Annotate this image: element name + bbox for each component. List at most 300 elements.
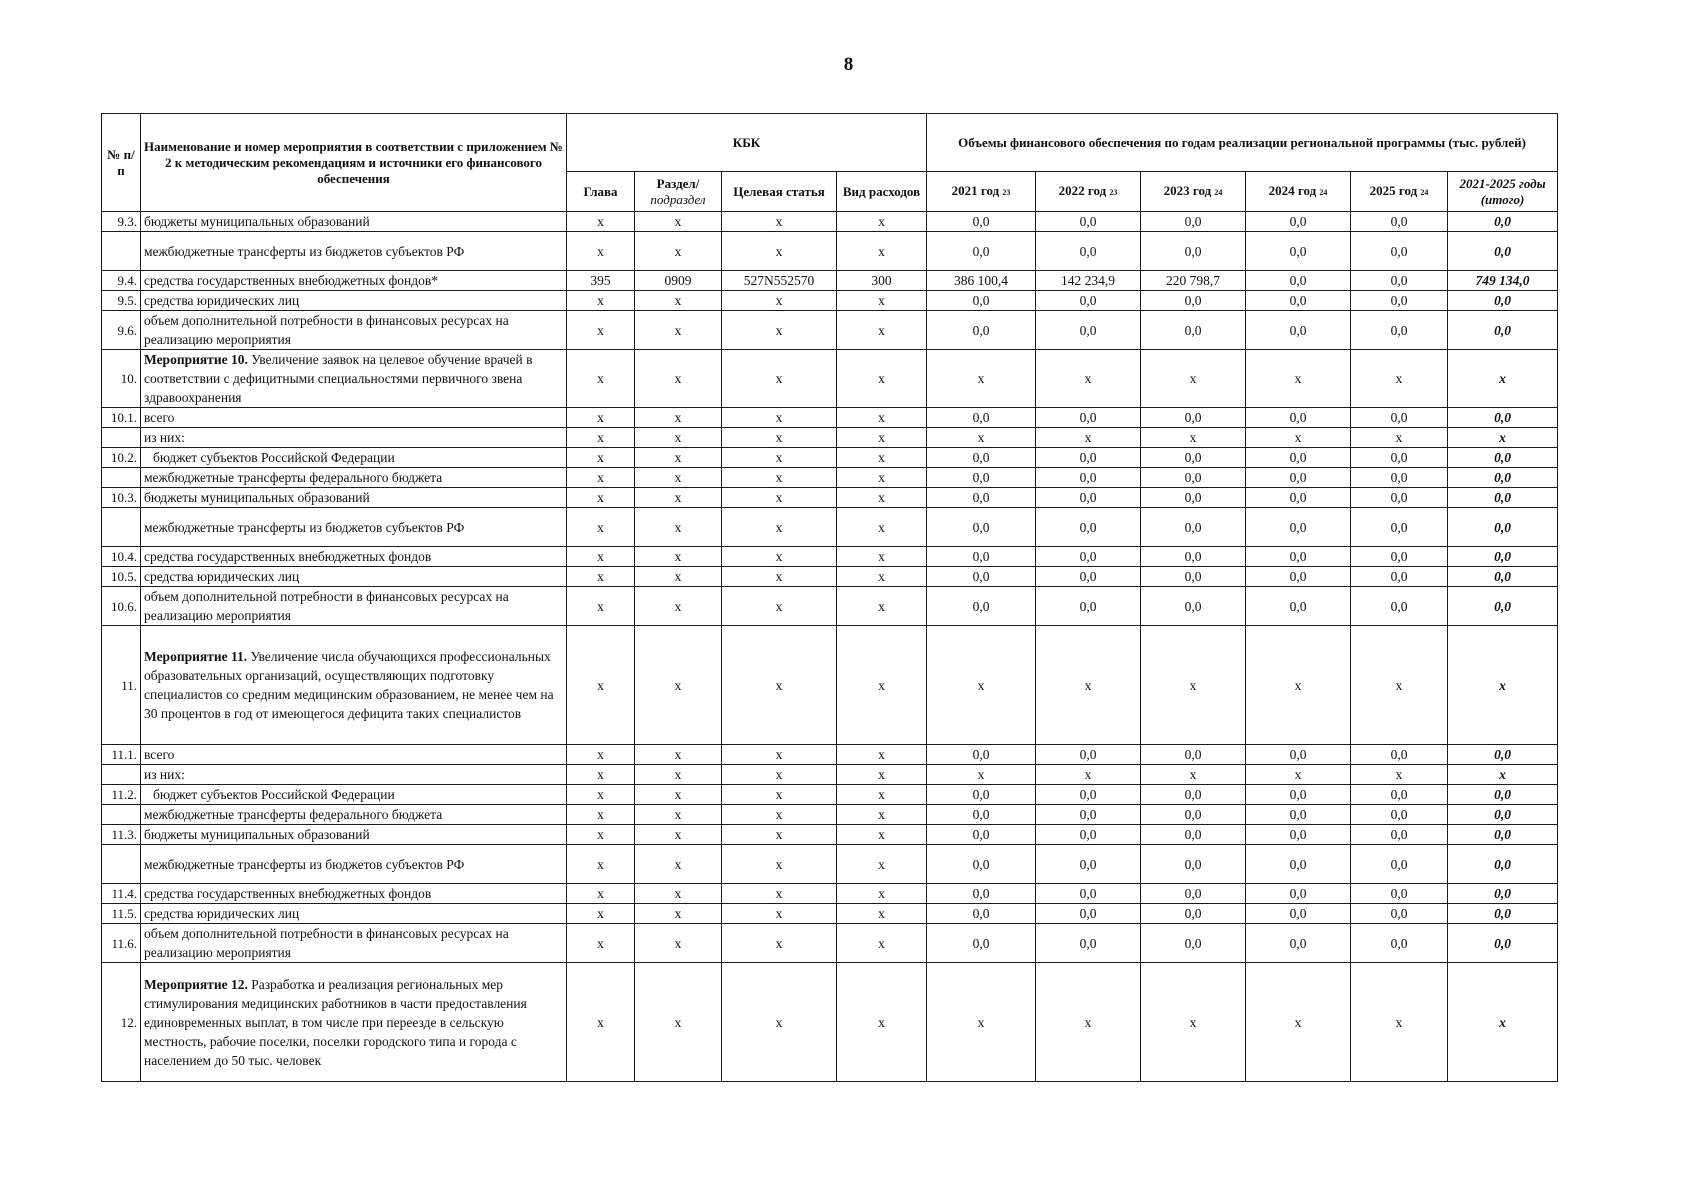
amount-cell: 0,0 [927, 311, 1036, 350]
amount-cell: 0,0 [1246, 547, 1351, 567]
amount-cell: 0,0 [1351, 232, 1448, 271]
amount-cell: 0,0 [1246, 448, 1351, 468]
amount-cell: 0,0 [927, 212, 1036, 232]
kbk-cell: x [837, 428, 927, 448]
kbk-cell: x [635, 488, 722, 508]
kbk-cell: x [635, 468, 722, 488]
amount-cell: 0,0 [1036, 448, 1141, 468]
amount-cell: 0,0 [1036, 488, 1141, 508]
amount-cell: 0,0 [1246, 745, 1351, 765]
row-number: 9.5. [102, 291, 141, 311]
kbk-cell: x [722, 212, 837, 232]
row-name: объем дополнительной потребности в финансовых ресурсах на реализацию мероприятия [141, 311, 567, 350]
amount-cell: 0,0 [1351, 311, 1448, 350]
kbk-cell: x [567, 408, 635, 428]
row-name: средства юридических лиц [141, 567, 567, 587]
amount-cell: 0,0 [1351, 408, 1448, 428]
amount-cell: x [1246, 428, 1351, 448]
amount-cell: x [1036, 350, 1141, 408]
amount-cell: 0,0 [1246, 904, 1351, 924]
kbk-cell: x [567, 805, 635, 825]
kbk-cell: x [837, 805, 927, 825]
row-name: средства юридических лиц [141, 904, 567, 924]
kbk-cell: x [722, 547, 837, 567]
row-number [102, 232, 141, 271]
amount-cell: 0,0 [1036, 904, 1141, 924]
amount-cell: 0,0 [1141, 845, 1246, 884]
amount-cell: 0,0 [1246, 212, 1351, 232]
kbk-cell: x [635, 547, 722, 567]
amount-cell: x [1036, 963, 1141, 1082]
table-row [102, 845, 1558, 884]
amount-cell: 0,0 [927, 567, 1036, 587]
total-cell: 0,0 [1448, 845, 1558, 884]
year-footnote: 24 [1214, 187, 1223, 197]
kbk-cell: x [837, 488, 927, 508]
amount-cell: x [1351, 765, 1448, 785]
amount-cell: 0,0 [1246, 232, 1351, 271]
kbk-cell: x [635, 884, 722, 904]
kbk-cell: x [837, 626, 927, 745]
kbk-cell: x [635, 508, 722, 547]
kbk-cell: x [722, 785, 837, 805]
table-row [102, 547, 1558, 567]
total-cell: 0,0 [1448, 408, 1558, 428]
amount-cell: 0,0 [1351, 924, 1448, 963]
year-label: 2021 год [951, 182, 1000, 198]
amount-cell: 0,0 [1036, 567, 1141, 587]
amount-cell: 0,0 [1246, 488, 1351, 508]
amount-cell: 0,0 [1036, 805, 1141, 825]
amount-cell: 0,0 [1351, 271, 1448, 291]
amount-cell: 0,0 [1036, 587, 1141, 626]
kbk-cell: x [567, 924, 635, 963]
amount-cell: 0,0 [1141, 904, 1246, 924]
total-cell: x [1448, 765, 1558, 785]
amount-cell: 0,0 [1246, 311, 1351, 350]
header-name: Наименование и номер мероприятия в соответствии с приложением № 2 к методическим рекомендациям и источники его финансового обеспечения [141, 114, 567, 212]
amount-cell: 0,0 [1141, 785, 1246, 805]
measure-title: Мероприятие 11. [144, 649, 248, 664]
amount-cell: 0,0 [1246, 785, 1351, 805]
kbk-cell: x [837, 963, 927, 1082]
row-number [102, 845, 141, 884]
amount-cell: 0,0 [927, 488, 1036, 508]
kbk-cell: x [567, 448, 635, 468]
total-cell: x [1448, 350, 1558, 408]
table-row [102, 488, 1558, 508]
kbk-cell: x [567, 884, 635, 904]
table-row [102, 428, 1558, 448]
amount-cell: 0,0 [1246, 567, 1351, 587]
kbk-cell: x [567, 311, 635, 350]
amount-cell: 0,0 [1351, 468, 1448, 488]
kbk-cell: x [722, 291, 837, 311]
kbk-cell: x [722, 884, 837, 904]
amount-cell: 0,0 [1351, 587, 1448, 626]
kbk-cell: x [567, 626, 635, 745]
kbk-cell: x [837, 567, 927, 587]
amount-cell: 0,0 [1141, 408, 1246, 428]
row-name: всего [141, 745, 567, 765]
total-cell: 0,0 [1448, 468, 1558, 488]
row-name: из них: [141, 765, 567, 785]
kbk-cell: x [722, 825, 837, 845]
amount-cell: 0,0 [1141, 212, 1246, 232]
kbk-cell: x [567, 291, 635, 311]
kbk-cell: x [722, 408, 837, 428]
amount-cell: 0,0 [1036, 825, 1141, 845]
total-cell: 0,0 [1448, 745, 1558, 765]
row-number [102, 428, 141, 448]
row-number: 11. [102, 626, 141, 745]
kbk-cell: x [722, 904, 837, 924]
kbk-cell: x [635, 825, 722, 845]
amount-cell: x [927, 626, 1036, 745]
kbk-cell: x [722, 508, 837, 547]
amount-cell: x [1141, 963, 1246, 1082]
kbk-cell: x [722, 745, 837, 765]
year-footnote: 23 [1109, 187, 1118, 197]
measure-description: Разработка и реализация региональных мер стимулирования медицинских работников в части предоставления единовременных выплат, в том числе при переезде в сельскую местность, рабочие поселки, поселки городского типа и города с населением до 50 тыс. человек [144, 976, 527, 1068]
header-razdel-label: Раздел/ подраздел [650, 175, 706, 207]
total-cell: 0,0 [1448, 567, 1558, 587]
header-kbk: КБК [567, 114, 927, 172]
header-year-2025 [1351, 172, 1448, 212]
amount-cell: 0,0 [1246, 825, 1351, 845]
amount-cell: 0,0 [927, 904, 1036, 924]
kbk-cell: x [837, 587, 927, 626]
row-number: 10. [102, 350, 141, 408]
kbk-cell: x [635, 428, 722, 448]
header-year-2023 [1141, 172, 1246, 212]
amount-cell: 0,0 [927, 825, 1036, 845]
amount-cell: 0,0 [927, 884, 1036, 904]
amount-cell: 0,0 [1246, 508, 1351, 547]
total-cell: 0,0 [1448, 805, 1558, 825]
row-number: 10.2. [102, 448, 141, 468]
total-cell: 0,0 [1448, 291, 1558, 311]
amount-cell: 0,0 [1036, 508, 1141, 547]
kbk-cell: x [635, 587, 722, 626]
row-name: бюджеты муниципальных образований [141, 212, 567, 232]
row-name: межбюджетные трансферты из бюджетов субъектов РФ [141, 845, 567, 884]
total-cell: 0,0 [1448, 488, 1558, 508]
kbk-cell: x [837, 291, 927, 311]
amount-cell: x [927, 350, 1036, 408]
amount-cell: 0,0 [927, 805, 1036, 825]
amount-cell: 0,0 [927, 448, 1036, 468]
kbk-cell: x [722, 232, 837, 271]
year-footnote: 24 [1420, 187, 1429, 197]
amount-cell: 0,0 [1036, 212, 1141, 232]
amount-cell: x [1351, 963, 1448, 1082]
amount-cell: x [1351, 428, 1448, 448]
row-number: 10.1. [102, 408, 141, 428]
kbk-cell: x [635, 845, 722, 884]
total-cell: 0,0 [1448, 212, 1558, 232]
year-label: 2024 год [1268, 182, 1317, 198]
table-row [102, 508, 1558, 547]
kbk-cell: x [567, 745, 635, 765]
table-row [102, 212, 1558, 232]
amount-cell: 0,0 [1141, 468, 1246, 488]
amount-cell: 0,0 [1351, 508, 1448, 547]
amount-cell: 0,0 [1351, 785, 1448, 805]
kbk-cell: x [837, 884, 927, 904]
total-cell: 0,0 [1448, 448, 1558, 468]
amount-cell: 0,0 [1351, 212, 1448, 232]
table-row [102, 805, 1558, 825]
amount-cell: 0,0 [927, 468, 1036, 488]
year-label: 2023 год [1163, 182, 1212, 198]
total-cell: 0,0 [1448, 924, 1558, 963]
total-cell: 0,0 [1448, 311, 1558, 350]
header-volumes: Объемы финансового обеспечения по годам реализации региональной программы (тыс. рублей) [927, 114, 1558, 172]
amount-cell: 0,0 [1351, 547, 1448, 567]
amount-cell: 0,0 [927, 785, 1036, 805]
kbk-cell: x [635, 626, 722, 745]
amount-cell: 0,0 [1141, 745, 1246, 765]
amount-cell: 0,0 [1351, 884, 1448, 904]
amount-cell: 0,0 [1351, 825, 1448, 845]
row-name [141, 350, 567, 408]
measure-description: Увеличение заявок на целевое обучение врачей в соответствии с дефицитными специальностями первичного звена здравоохранения [144, 352, 533, 405]
amount-cell: 220 798,7 [1141, 271, 1246, 291]
row-name: бюджет субъектов Российской Федерации [141, 448, 567, 468]
kbk-cell: x [837, 408, 927, 428]
row-number: 10.4. [102, 547, 141, 567]
total-cell: 0,0 [1448, 825, 1558, 845]
kbk-cell: 300 [837, 271, 927, 291]
table-row [102, 468, 1558, 488]
amount-cell: 0,0 [1141, 884, 1246, 904]
kbk-cell: x [837, 765, 927, 785]
total-cell: 0,0 [1448, 587, 1558, 626]
page-number: 8 [843, 54, 854, 75]
kbk-cell: x [837, 904, 927, 924]
amount-cell: 0,0 [1141, 547, 1246, 567]
amount-cell: x [927, 765, 1036, 785]
table-row [102, 963, 1558, 1082]
amount-cell: x [1036, 626, 1141, 745]
row-number: 11.4. [102, 884, 141, 904]
row-name: бюджеты муниципальных образований [141, 488, 567, 508]
amount-cell: 0,0 [1351, 904, 1448, 924]
amount-cell: x [1246, 963, 1351, 1082]
amount-cell: 0,0 [927, 508, 1036, 547]
amount-cell: x [1141, 350, 1246, 408]
row-name: межбюджетные трансферты из бюджетов субъектов РФ [141, 232, 567, 271]
amount-cell: x [927, 963, 1036, 1082]
kbk-cell: x [635, 311, 722, 350]
amount-cell: x [1141, 428, 1246, 448]
table-row [102, 765, 1558, 785]
row-name: объем дополнительной потребности в финансовых ресурсах на реализацию мероприятия [141, 587, 567, 626]
table-row [102, 587, 1558, 626]
row-name [141, 626, 567, 745]
amount-cell: 0,0 [1141, 232, 1246, 271]
total-cell: 0,0 [1448, 547, 1558, 567]
row-number: 11.2. [102, 785, 141, 805]
kbk-cell: x [837, 845, 927, 884]
header-razdel [635, 172, 722, 212]
kbk-cell: x [567, 785, 635, 805]
amount-cell: 0,0 [1141, 567, 1246, 587]
amount-cell: x [1246, 350, 1351, 408]
amount-cell: 0,0 [1036, 468, 1141, 488]
amount-cell: x [927, 428, 1036, 448]
kbk-cell: x [635, 567, 722, 587]
amount-cell: x [1351, 350, 1448, 408]
row-number [102, 805, 141, 825]
amount-cell: 0,0 [927, 745, 1036, 765]
amount-cell: 386 100,4 [927, 271, 1036, 291]
year-label: 2025 год [1369, 182, 1418, 198]
row-number: 11.1. [102, 745, 141, 765]
row-name: средства государственных внебюджетных фондов [141, 884, 567, 904]
total-cell: x [1448, 428, 1558, 448]
table-row [102, 785, 1558, 805]
table-row [102, 350, 1558, 408]
header-year-2021 [927, 172, 1036, 212]
kbk-cell: x [567, 212, 635, 232]
amount-cell: 0,0 [1141, 448, 1246, 468]
kbk-cell: x [722, 924, 837, 963]
amount-cell: 0,0 [1351, 448, 1448, 468]
amount-cell: 0,0 [1351, 567, 1448, 587]
table-row [102, 884, 1558, 904]
row-name: межбюджетные трансферты федерального бюджета [141, 468, 567, 488]
financing-table [101, 113, 1558, 1082]
amount-cell: 0,0 [1351, 845, 1448, 884]
kbk-cell: 395 [567, 271, 635, 291]
table-body [102, 212, 1558, 1082]
row-number: 9.6. [102, 311, 141, 350]
table-row [102, 271, 1558, 291]
kbk-cell: x [635, 212, 722, 232]
table-row [102, 745, 1558, 765]
total-cell: 0,0 [1448, 508, 1558, 547]
amount-cell: 142 234,9 [1036, 271, 1141, 291]
row-name: бюджеты муниципальных образований [141, 825, 567, 845]
kbk-cell: x [567, 845, 635, 884]
table-row [102, 825, 1558, 845]
kbk-cell: x [837, 232, 927, 271]
kbk-cell: x [567, 587, 635, 626]
kbk-cell: x [635, 924, 722, 963]
row-number: 10.6. [102, 587, 141, 626]
kbk-cell: x [837, 448, 927, 468]
amount-cell: 0,0 [927, 291, 1036, 311]
table-row [102, 291, 1558, 311]
table-row [102, 408, 1558, 428]
amount-cell: 0,0 [1141, 587, 1246, 626]
total-cell: 0,0 [1448, 232, 1558, 271]
kbk-cell: x [635, 232, 722, 271]
header-year-2022 [1036, 172, 1141, 212]
table-row [102, 232, 1558, 271]
kbk-cell: x [837, 785, 927, 805]
row-name: межбюджетные трансферты из бюджетов субъектов РФ [141, 508, 567, 547]
amount-cell: 0,0 [1141, 924, 1246, 963]
kbk-cell: 0909 [635, 271, 722, 291]
year-footnote: 24 [1319, 187, 1328, 197]
row-name [141, 963, 567, 1082]
amount-cell: 0,0 [1141, 311, 1246, 350]
amount-cell: x [1246, 765, 1351, 785]
header-glava: Глава [567, 172, 635, 212]
amount-cell: 0,0 [1036, 884, 1141, 904]
measure-description: Увеличение числа обучающихся профессиональных образовательных организаций, осуществляющих подготовку специалистов со средним медицинским образованием, не менее чем на 30 процентов в год от имеющегося дефицита таких специалистов [144, 649, 554, 721]
kbk-cell: x [722, 626, 837, 745]
amount-cell: 0,0 [1351, 805, 1448, 825]
amount-cell: 0,0 [1246, 271, 1351, 291]
row-number: 9.3. [102, 212, 141, 232]
amount-cell: 0,0 [1036, 924, 1141, 963]
amount-cell: 0,0 [927, 547, 1036, 567]
amount-cell: 0,0 [1351, 745, 1448, 765]
amount-cell: 0,0 [1141, 508, 1246, 547]
row-name: средства государственных внебюджетных фондов [141, 547, 567, 567]
kbk-cell: x [635, 785, 722, 805]
amount-cell: 0,0 [1141, 805, 1246, 825]
amount-cell: 0,0 [927, 587, 1036, 626]
measure-title: Мероприятие 12. [144, 976, 248, 992]
kbk-cell: x [722, 845, 837, 884]
amount-cell: 0,0 [1036, 845, 1141, 884]
amount-cell: 0,0 [927, 845, 1036, 884]
amount-cell: 0,0 [1141, 291, 1246, 311]
amount-cell: x [1036, 765, 1141, 785]
row-name: межбюджетные трансферты федерального бюджета [141, 805, 567, 825]
table-row [102, 567, 1558, 587]
kbk-cell: x [722, 448, 837, 468]
amount-cell: 0,0 [1036, 745, 1141, 765]
amount-cell: 0,0 [1141, 825, 1246, 845]
kbk-cell: x [567, 232, 635, 271]
kbk-cell: x [722, 765, 837, 785]
amount-cell: 0,0 [1246, 408, 1351, 428]
amount-cell: 0,0 [1141, 488, 1246, 508]
kbk-cell: x [567, 428, 635, 448]
total-cell: 0,0 [1448, 904, 1558, 924]
kbk-cell: x [567, 567, 635, 587]
kbk-cell: x [722, 311, 837, 350]
kbk-cell: x [722, 350, 837, 408]
kbk-cell: x [635, 350, 722, 408]
kbk-cell: x [722, 488, 837, 508]
kbk-cell: x [722, 587, 837, 626]
amount-cell: 0,0 [1036, 232, 1141, 271]
row-number [102, 468, 141, 488]
kbk-cell: x [635, 904, 722, 924]
row-name: бюджет субъектов Российской Федерации [141, 785, 567, 805]
kbk-cell: x [635, 408, 722, 428]
amount-cell: 0,0 [1036, 785, 1141, 805]
kbk-cell: x [567, 488, 635, 508]
kbk-cell: x [837, 924, 927, 963]
year-footnote: 23 [1002, 187, 1011, 197]
amount-cell: 0,0 [1246, 845, 1351, 884]
row-number [102, 508, 141, 547]
measure-title: Мероприятие 10. [144, 352, 248, 367]
amount-cell: 0,0 [1246, 884, 1351, 904]
amount-cell: 0,0 [927, 408, 1036, 428]
kbk-cell: x [567, 963, 635, 1082]
kbk-cell: x [722, 963, 837, 1082]
kbk-cell: x [567, 350, 635, 408]
